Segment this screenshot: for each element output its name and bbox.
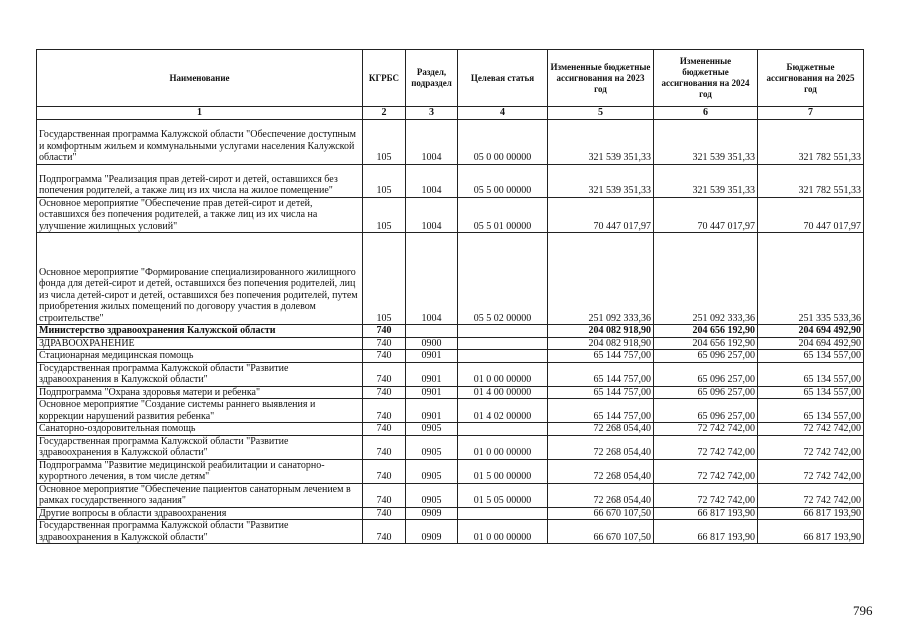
table-row [37,507,864,520]
row-value-2024: 65 096 257,00 [654,399,758,423]
row-value-2023: 65 144 757,00 [548,362,654,386]
colnum: 5 [548,107,654,120]
colnum: 7 [758,107,864,120]
colnum: 6 [654,107,758,120]
row-value-2024: 72 742 742,00 [654,483,758,507]
row-value-2023: 72 268 054,40 [548,483,654,507]
row-value-2023: 72 268 054,40 [548,459,654,483]
colnum: 3 [406,107,458,120]
colnum: 1 [37,107,363,120]
row-target: 01 0 00 00000 [458,362,548,386]
row-value-2023: 204 082 918,90 [548,325,654,338]
column-number-row [37,107,864,120]
row-kgrbs: 740 [363,459,406,483]
row-section [406,325,458,338]
row-value-2025: 70 447 017,97 [758,197,864,233]
row-value-2025: 72 742 742,00 [758,423,864,436]
table-row [37,386,864,399]
row-value-2024: 204 656 192,90 [654,325,758,338]
row-kgrbs: 105 [363,233,406,325]
row-value-2024: 66 817 193,90 [654,520,758,544]
row-value-2024: 72 742 742,00 [654,423,758,436]
row-kgrbs: 740 [363,483,406,507]
row-target [458,337,548,350]
row-target: 01 5 05 00000 [458,483,548,507]
row-section: 0901 [406,350,458,363]
table-row [37,325,864,338]
row-value-2025: 204 694 492,90 [758,337,864,350]
row-kgrbs: 740 [363,520,406,544]
colnum: 2 [363,107,406,120]
header-2024: Измененные бюджетные ассигнования на 2024 год [654,50,758,107]
table-row [37,520,864,544]
row-name: Подпрограмма "Развитие медицинской реабилитации и санаторно-курортного лечения, в том числе детям" [37,459,363,483]
table-row [37,233,864,325]
row-section: 0905 [406,423,458,436]
row-value-2024: 66 817 193,90 [654,507,758,520]
row-section: 0905 [406,435,458,459]
table-row [37,399,864,423]
budget-table [36,49,864,544]
row-target: 01 4 00 00000 [458,386,548,399]
row-target [458,350,548,363]
row-section: 0909 [406,520,458,544]
row-target: 05 5 00 00000 [458,164,548,197]
header-2025: Бюджетные ассигнования на 2025 год [758,50,864,107]
row-kgrbs: 740 [363,337,406,350]
row-target [458,507,548,520]
row-target: 05 5 02 00000 [458,233,548,325]
row-value-2024: 70 447 017,97 [654,197,758,233]
row-name: Государственная программа Калужской области "Обеспечение доступным и комфортным жильем и коммунальными услугами населения Калужской области" [37,119,363,164]
row-section: 1004 [406,119,458,164]
header-kgrbs: КГРБС [363,50,406,107]
table-body [37,119,864,544]
row-value-2025: 65 134 557,00 [758,386,864,399]
row-value-2025: 65 134 557,00 [758,350,864,363]
row-name: Министерство здравоохранения Калужской области [37,325,363,338]
row-value-2024: 65 096 257,00 [654,386,758,399]
row-value-2025: 321 782 551,33 [758,164,864,197]
row-name: Санаторно-оздоровительная помощь [37,423,363,436]
colnum: 4 [458,107,548,120]
row-value-2023: 66 670 107,50 [548,520,654,544]
row-kgrbs: 740 [363,435,406,459]
header-section: Раздел, подраздел [406,50,458,107]
header-target: Целевая статья [458,50,548,107]
row-value-2023: 251 092 333,36 [548,233,654,325]
row-name: Подпрограмма "Охрана здоровья матери и ребенка" [37,386,363,399]
row-value-2025: 72 742 742,00 [758,435,864,459]
row-section: 0909 [406,507,458,520]
row-kgrbs: 740 [363,362,406,386]
row-section: 1004 [406,197,458,233]
row-name: ЗДРАВООХРАНЕНИЕ [37,337,363,350]
table-row [37,350,864,363]
row-name: Подпрограмма "Реализация прав детей-сирот и детей, оставшихся без попечения родителей, а также лиц из их числа на жилое помещение" [37,164,363,197]
table-row [37,423,864,436]
row-kgrbs: 105 [363,164,406,197]
row-section: 0900 [406,337,458,350]
row-value-2025: 321 782 551,33 [758,119,864,164]
row-target: 01 0 00 00000 [458,520,548,544]
header-2023: Измененные бюджетные ассигнования на 2023 год [548,50,654,107]
row-section: 1004 [406,164,458,197]
table-row [37,362,864,386]
row-value-2025: 72 742 742,00 [758,483,864,507]
row-section: 0901 [406,399,458,423]
row-kgrbs: 740 [363,507,406,520]
row-value-2024: 321 539 351,33 [654,119,758,164]
row-value-2023: 204 082 918,90 [548,337,654,350]
header-name: Наименование [37,50,363,107]
row-kgrbs: 740 [363,350,406,363]
row-section: 0905 [406,459,458,483]
row-value-2025: 65 134 557,00 [758,362,864,386]
table-row [37,119,864,164]
row-value-2025: 66 817 193,90 [758,507,864,520]
row-kgrbs: 740 [363,399,406,423]
row-value-2023: 66 670 107,50 [548,507,654,520]
row-value-2024: 65 096 257,00 [654,350,758,363]
table-row [37,164,864,197]
row-kgrbs: 740 [363,423,406,436]
row-value-2025: 66 817 193,90 [758,520,864,544]
row-name: Основное мероприятие "Создание системы раннего выявления и коррекции нарушений развития ребенка" [37,399,363,423]
row-value-2024: 72 742 742,00 [654,435,758,459]
row-target: 05 0 00 00000 [458,119,548,164]
row-value-2023: 321 539 351,33 [548,119,654,164]
row-name: Государственная программа Калужской области "Развитие здравоохранения в Калужской области" [37,435,363,459]
row-target [458,325,548,338]
row-name: Основное мероприятие "Формирование специализированного жилищного фонда для детей-сирот и детей, оставшихся без попечения родителей, лиц из числа детей-сирот и детей, оставшихся без попечения родителей, путем приобретения жилых помещений по договору участия в долевом строительстве" [37,233,363,325]
row-kgrbs: 740 [363,386,406,399]
row-value-2025: 204 694 492,90 [758,325,864,338]
row-target: 01 0 00 00000 [458,435,548,459]
table-row [37,337,864,350]
table-row [37,483,864,507]
row-name: Стационарная медицинская помощь [37,350,363,363]
row-name: Государственная программа Калужской области "Развитие здравоохранения в Калужской области" [37,362,363,386]
row-kgrbs: 105 [363,119,406,164]
row-value-2024: 321 539 351,33 [654,164,758,197]
table-row [37,197,864,233]
row-kgrbs: 105 [363,197,406,233]
row-value-2024: 204 656 192,90 [654,337,758,350]
row-value-2023: 72 268 054,40 [548,423,654,436]
row-target: 05 5 01 00000 [458,197,548,233]
row-name: Основное мероприятие "Обеспечение прав детей-сирот и детей, оставшихся без попечения родителей, а также лиц из их числа на улучшение жилищных условий" [37,197,363,233]
table-row [37,435,864,459]
row-value-2023: 65 144 757,00 [548,350,654,363]
row-section: 0901 [406,386,458,399]
row-value-2024: 251 092 333,36 [654,233,758,325]
table-row [37,459,864,483]
row-value-2025: 72 742 742,00 [758,459,864,483]
row-name: Другие вопросы в области здравоохранения [37,507,363,520]
row-target: 01 4 02 00000 [458,399,548,423]
row-value-2023: 321 539 351,33 [548,164,654,197]
row-value-2023: 70 447 017,97 [548,197,654,233]
row-section: 1004 [406,233,458,325]
row-value-2023: 72 268 054,40 [548,435,654,459]
row-section: 0901 [406,362,458,386]
page-number: 796 [853,603,873,618]
row-name: Государственная программа Калужской области "Развитие здравоохранения в Калужской области" [37,520,363,544]
row-target [458,423,548,436]
row-value-2023: 65 144 757,00 [548,386,654,399]
row-value-2024: 72 742 742,00 [654,459,758,483]
row-kgrbs: 740 [363,325,406,338]
row-value-2025: 251 335 533,36 [758,233,864,325]
row-value-2025: 65 134 557,00 [758,399,864,423]
row-value-2023: 65 144 757,00 [548,399,654,423]
row-section: 0905 [406,483,458,507]
row-name: Основное мероприятие "Обеспечение пациентов санаторным лечением в рамках государственного задания" [37,483,363,507]
header-row [37,50,864,107]
row-target: 01 5 00 00000 [458,459,548,483]
row-value-2024: 65 096 257,00 [654,362,758,386]
